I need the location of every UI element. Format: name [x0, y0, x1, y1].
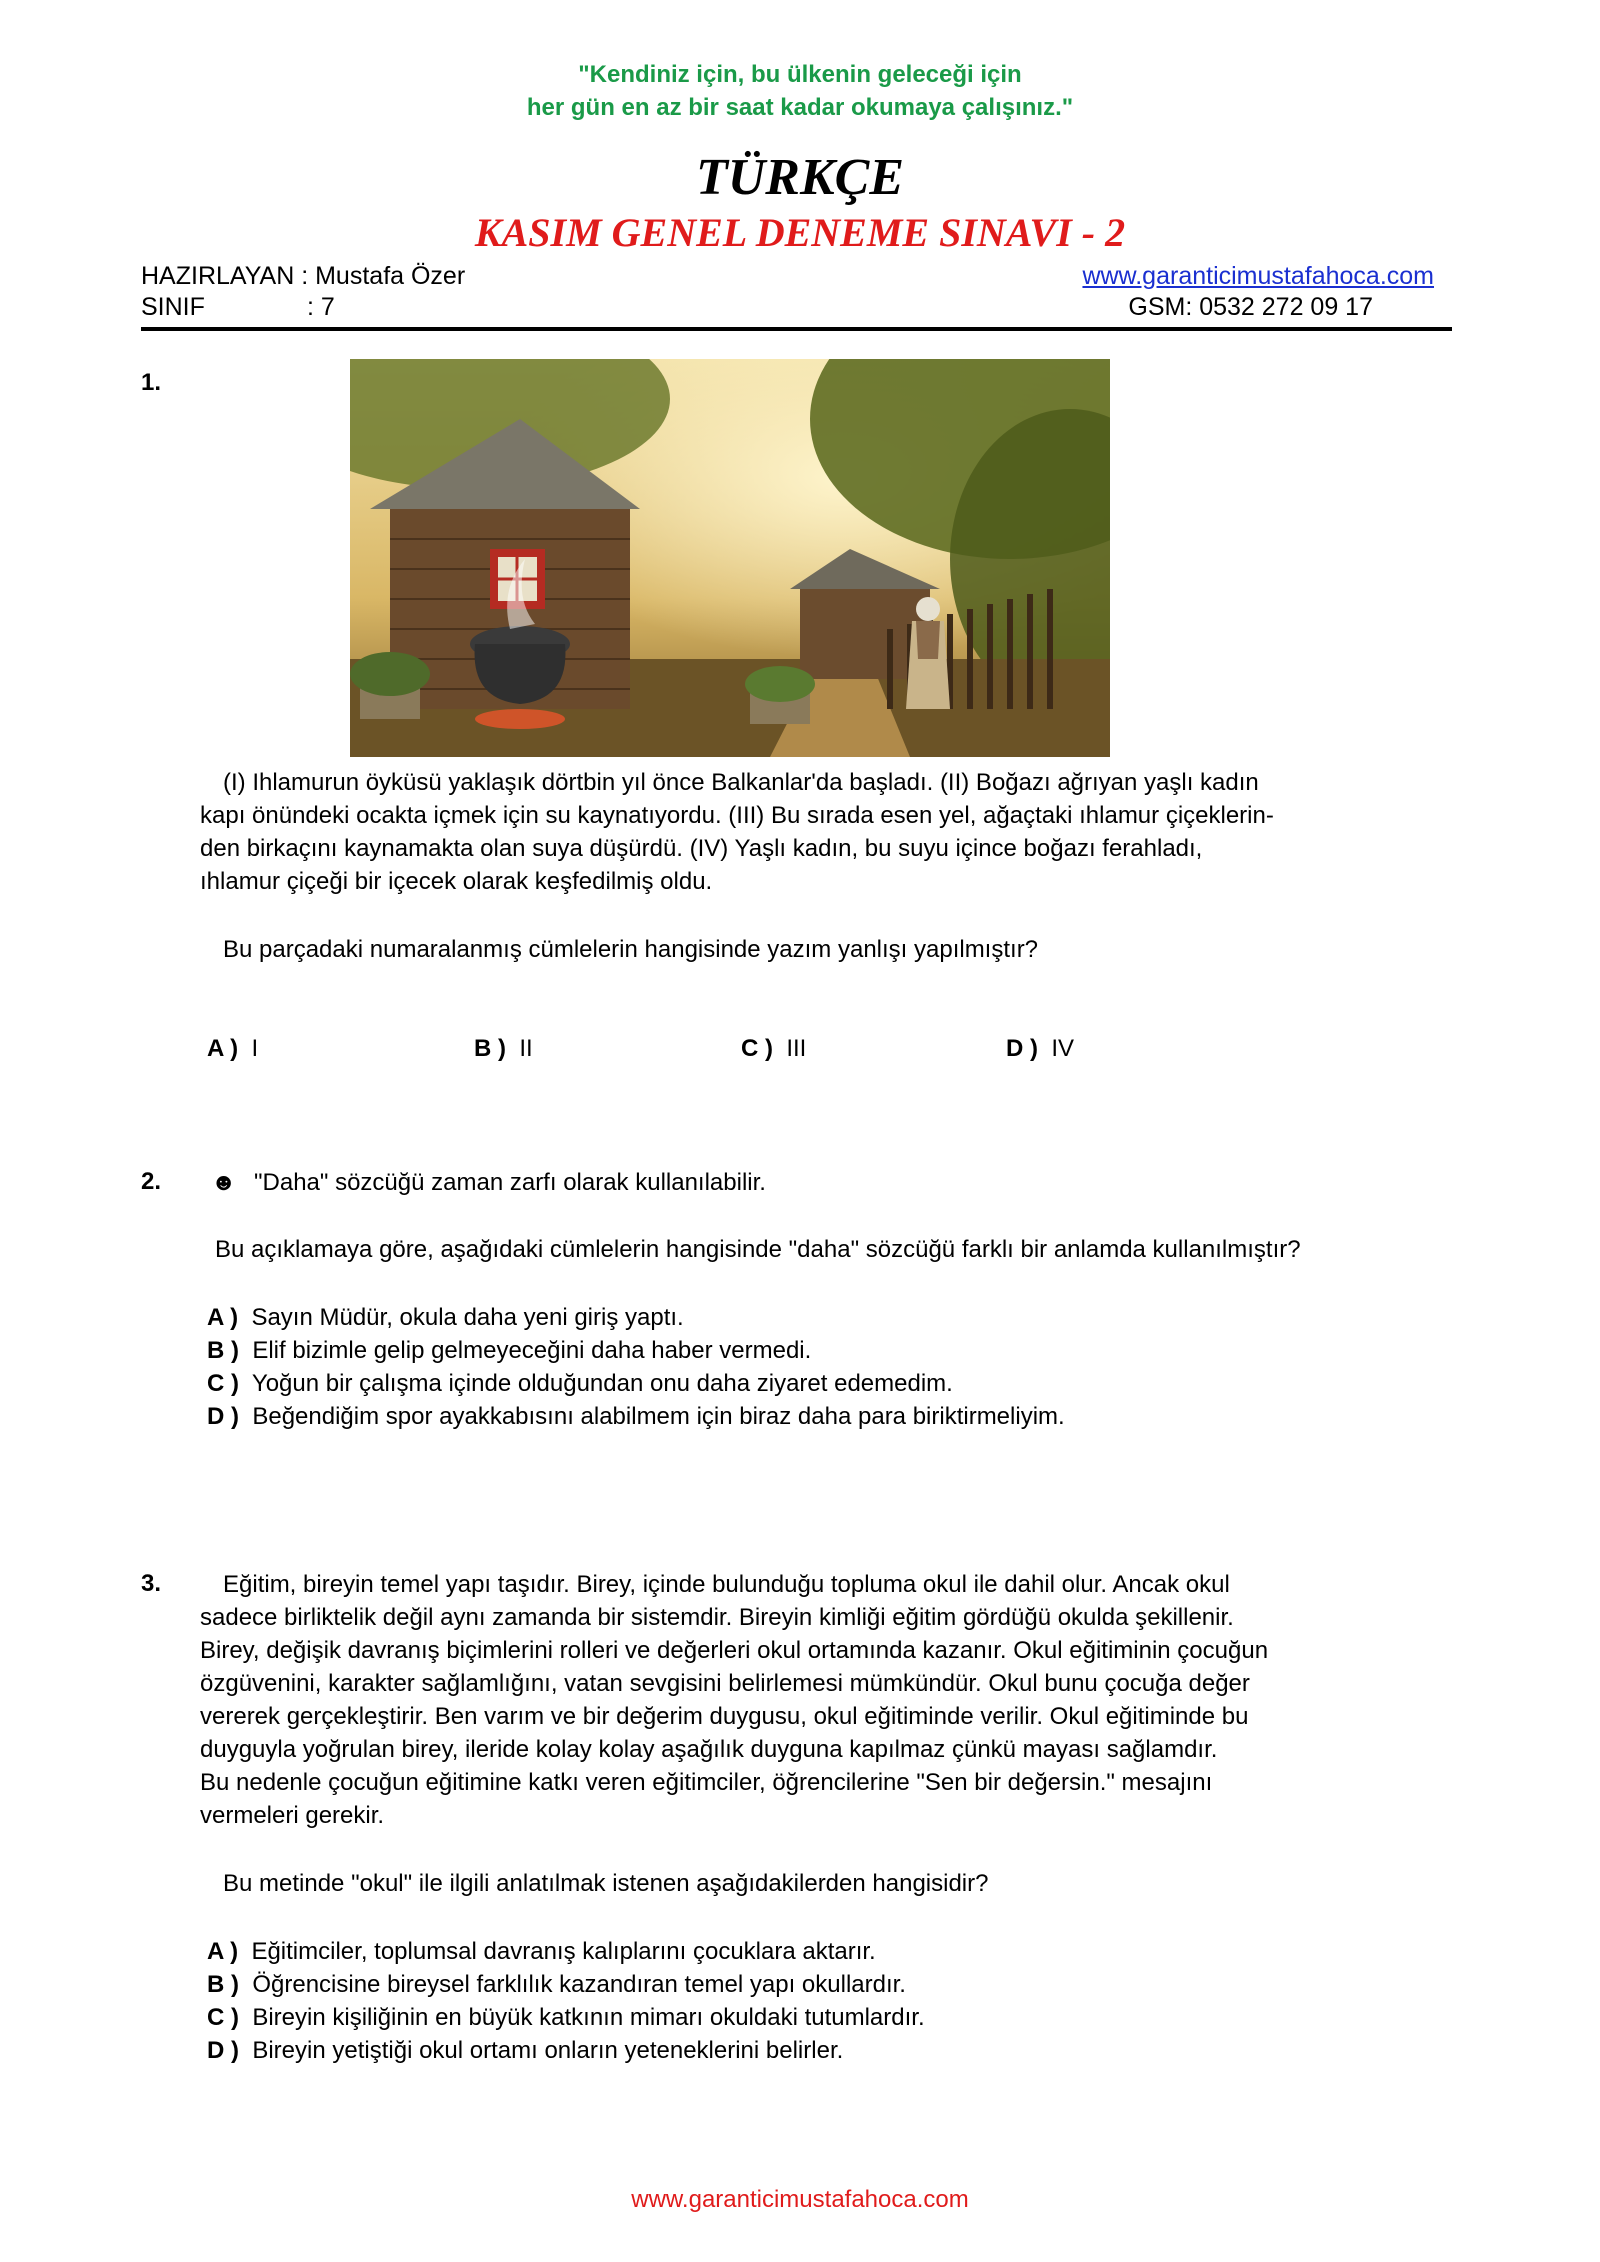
option-letter: C ) — [207, 1370, 239, 1397]
page-title: TÜRKÇE — [695, 149, 905, 206]
question-1-option-b[interactable] — [474, 1032, 533, 1065]
option-text: Bireyin yetiştiği okul ortamı onların yeteneklerini belirler. — [252, 2037, 844, 2064]
motto-line-2: her gün en az bir saat kadar okumaya çalışınız." — [526, 94, 1074, 121]
option-text: Yoğun bir çalışma içinde olduğundan onu daha ziyaret edemedim. — [251, 1370, 953, 1397]
question-1-option-d[interactable] — [1006, 1032, 1074, 1065]
question-1-option-c[interactable] — [741, 1032, 806, 1065]
option-text: Bireyin kişiliğinin en büyük katkının mimarı okuldaki tutumlardır. — [252, 2004, 925, 2031]
option-letter: D ) — [1006, 1035, 1038, 1062]
header-website-link[interactable]: www.garanticimustafahoca.com — [1082, 262, 1434, 290]
option-text: Sayın Müdür, okula daha yeni giriş yaptı. — [251, 1304, 684, 1331]
question-1-prompt: Bu parçadaki numaralanmış cümlelerin hangisinde yazım yanlışı yapılmıştır? — [223, 936, 1039, 963]
option-text: Eğitimciler, toplumsal davranış kalıplarını çocuklara aktarır. — [251, 1938, 876, 1965]
question-3-paragraph-line: vermeleri gerekir. — [200, 1802, 385, 1829]
option-letter: A ) — [207, 1304, 239, 1331]
footer-website[interactable]: www.garanticimustafahoca.com — [631, 2186, 969, 2213]
smiley-bullet-icon: ☻ — [211, 1169, 237, 1196]
question-3-option-b[interactable] — [207, 1968, 906, 2001]
question-1-option-a[interactable] — [207, 1032, 258, 1065]
question-3-paragraph-line: Bu nedenle çocuğun eğitimine katkı veren eğitimciler, öğrencilerine "Sen bir değersin." mesajını — [200, 1769, 1213, 1796]
question-1-paragraph-line: den birkaçını kaynamakta olan suya düşürdü. (IV) Yaşlı kadın, bu suyu içince boğazı ferahladı, — [200, 835, 1203, 862]
question-3-paragraph-line: Eğitim, bireyin temel yapı taşıdır. Birey, içinde bulunduğu topluma okul ile dahil olur. Ancak okul — [223, 1571, 1230, 1598]
question-1-paragraph-line: (I) Ihlamurun öyküsü yaklaşık dörtbin yıl önce Balkanlar'da başladı. (II) Boğazı ağrıyan yaşlı kadın — [223, 769, 1259, 796]
option-letter: B ) — [207, 1337, 239, 1364]
prepared-by: HAZIRLAYAN : Mustafa Özer — [141, 262, 466, 290]
option-letter: B ) — [207, 1971, 239, 1998]
question-1-paragraph-line: ıhlamur çiçeği bir içecek olarak keşfedilmiş oldu. — [200, 868, 713, 895]
option-letter: C ) — [207, 2004, 239, 2031]
question-1-number: 1. — [141, 369, 162, 396]
class-value: : 7 — [307, 293, 335, 321]
question-3-paragraph-line: Birey, değişik davranış biçimlerini rolleri ve değerleri okul ortamında kazanır. Okul eğitiminin çocuğun — [200, 1637, 1269, 1664]
question-2-statement: "Daha" sözcüğü zaman zarfı olarak kullanılabilir. — [254, 1169, 766, 1196]
option-letter: B ) — [474, 1035, 506, 1062]
header-divider — [141, 327, 1452, 331]
question-3-paragraph-line: duyguyla yoğrulan birey, ileride kolay kolay aşağılık duyguna kapılmaz çünkü mayası sağlamdır. — [200, 1736, 1218, 1763]
option-text: Elif bizimle gelip gelmeyeceğini daha haber vermedi. — [252, 1337, 812, 1364]
option-text: III — [786, 1035, 807, 1062]
question-2-option-b[interactable] — [207, 1334, 811, 1367]
question-2-option-c[interactable] — [207, 1367, 953, 1400]
question-3-number: 3. — [141, 1570, 162, 1597]
option-letter: D ) — [207, 1403, 239, 1430]
option-text: Öğrencisine bireysel farklılık kazandıran temel yapı okullardır. — [252, 1971, 906, 1998]
question-3-option-d[interactable] — [207, 2034, 843, 2067]
option-letter: A ) — [207, 1938, 239, 1965]
question-2-prompt: Bu açıklamaya göre, aşağıdaki cümlelerin hangisinde "daha" sözcüğü farklı bir anlamda kullanılmıştır? — [215, 1236, 1301, 1263]
question-3-paragraph-line: vererek gerçekleştirir. Ben varım ve bir değerim duygusu, okul eğitiminde verilir. Okul eğitiminde bu — [200, 1703, 1249, 1730]
question-3-prompt: Bu metinde "okul" ile ilgili anlatılmak istenen aşağıdakilerden hangisidir? — [223, 1870, 989, 1897]
option-letter: A ) — [207, 1035, 239, 1062]
question-1-illustration — [350, 359, 1110, 757]
option-text: I — [251, 1035, 259, 1062]
motto-line-1: "Kendiniz için, bu ülkenin geleceği için — [578, 61, 1022, 88]
option-letter: D ) — [207, 2037, 239, 2064]
option-text: Beğendiğim spor ayakkabısını alabilmem için biraz daha para biriktirmeliyim. — [252, 1403, 1065, 1430]
question-3-paragraph-line: sadece birliktelik değil aynı zamanda bir sistemdir. Bireyin kimliği eğitim gördüğü okulda şekillenir. — [200, 1604, 1234, 1631]
class-label: SINIF — [141, 293, 205, 321]
question-3-option-c[interactable] — [207, 2001, 925, 2034]
question-3-paragraph-line: özgüvenini, karakter sağlamlığını, vatan sevgisini belirlemesi mümkündür. Okul bunu çocuğa değer — [200, 1670, 1250, 1697]
option-letter: C ) — [741, 1035, 773, 1062]
option-text: IV — [1051, 1035, 1075, 1062]
question-3-option-a[interactable] — [207, 1935, 876, 1968]
gsm-number: GSM: 0532 272 09 17 — [1128, 293, 1373, 321]
question-2-option-d[interactable] — [207, 1400, 1065, 1433]
question-1-paragraph-line: kapı önündeki ocakta içmek için su kaynatıyordu. (III) Bu sırada esen yel, ağaçtaki ıhlamur çiçeklerin- — [200, 802, 1274, 829]
question-2-option-a[interactable] — [207, 1301, 684, 1334]
exam-subtitle: KASIM GENEL DENEME SINAVI - 2 — [474, 210, 1126, 255]
option-text: II — [519, 1035, 533, 1062]
question-2-number: 2. — [141, 1168, 162, 1195]
